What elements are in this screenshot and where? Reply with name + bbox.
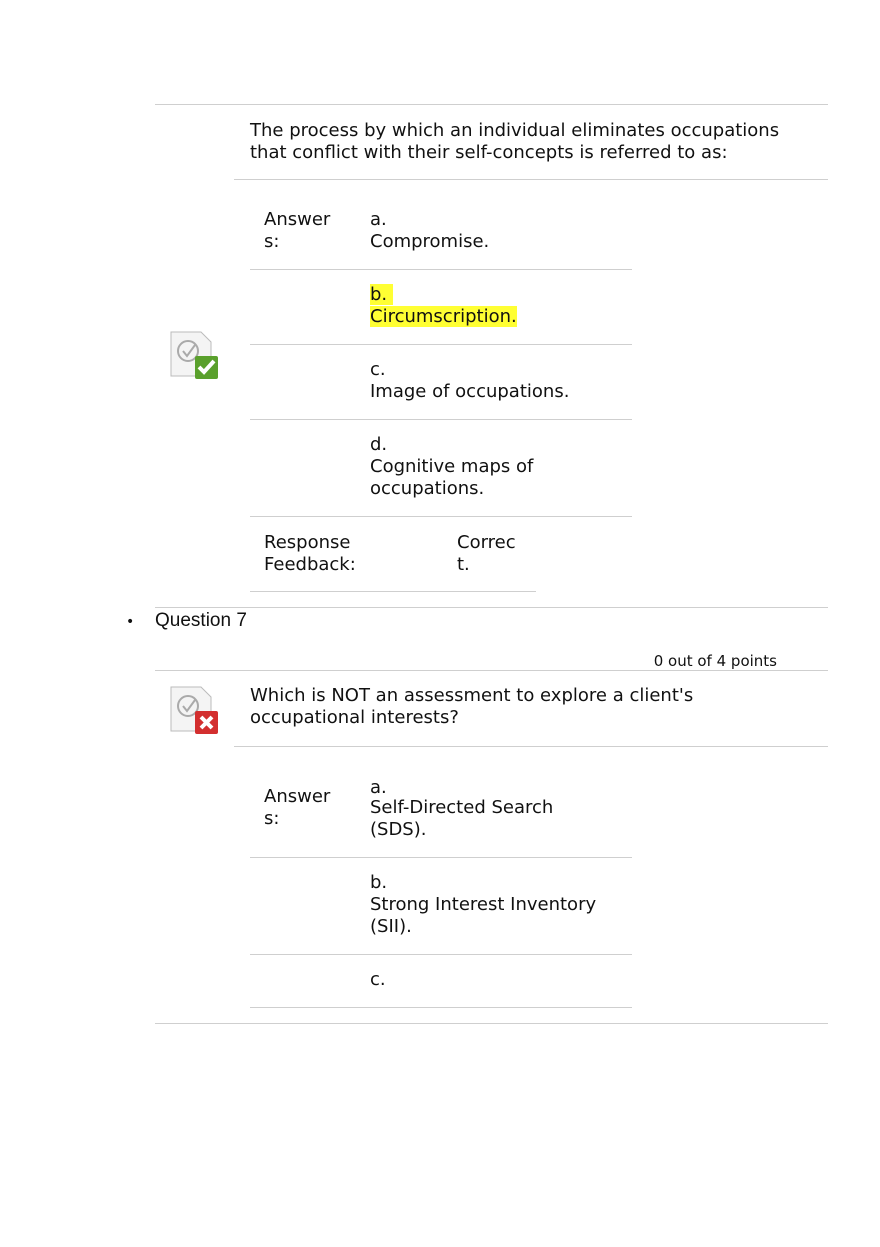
divider	[250, 419, 632, 420]
answer-a-text: Self-Directed Search (SDS).	[370, 797, 554, 840]
answers-label: Answer s:	[264, 786, 331, 829]
divider	[155, 670, 828, 671]
divider	[234, 179, 828, 180]
incorrect-x-icon	[168, 684, 220, 736]
answer-d-text: Cognitive maps of occupations.	[370, 456, 534, 499]
question-7-title: Question 7	[155, 610, 247, 631]
divider	[250, 954, 632, 955]
answer-b-letter: b.	[370, 872, 388, 893]
question-7-text: Which is NOT an assessment to explore a client's occupational interests?	[250, 685, 694, 728]
question-6-text: The process by which an individual eliminates occupations that conflict with their self-concepts is referred to as:	[250, 120, 780, 163]
divider	[250, 857, 632, 858]
divider	[250, 1007, 632, 1008]
answer-c-text: Image of occupations.	[370, 381, 570, 402]
answers-label: Answer s:	[264, 209, 331, 252]
divider	[155, 1023, 828, 1024]
divider	[250, 269, 632, 270]
answer-c-letter: c.	[370, 359, 386, 380]
answer-c-letter: c.	[370, 969, 386, 990]
answer-b-text: Strong Interest Inventory (SII).	[370, 894, 597, 937]
divider	[155, 607, 828, 608]
answer-b-letter: b.	[370, 284, 388, 305]
answer-a-letter: a.	[370, 209, 387, 230]
answer-a-letter: a.	[370, 777, 387, 798]
answer-b-text-selected: Circumscription.	[370, 306, 517, 327]
divider	[234, 746, 828, 747]
divider	[250, 344, 632, 345]
bullet: •	[126, 614, 135, 630]
divider	[155, 104, 828, 105]
feedback-label: Response Feedback:	[264, 532, 356, 575]
answer-a-text: Compromise.	[370, 231, 490, 252]
answer-d-letter: d.	[370, 434, 388, 455]
divider	[250, 591, 536, 592]
feedback-value: Correc t.	[457, 532, 516, 575]
divider	[250, 516, 632, 517]
correct-check-icon	[168, 329, 220, 381]
question-7-points: 0 out of 4 points	[653, 652, 777, 670]
